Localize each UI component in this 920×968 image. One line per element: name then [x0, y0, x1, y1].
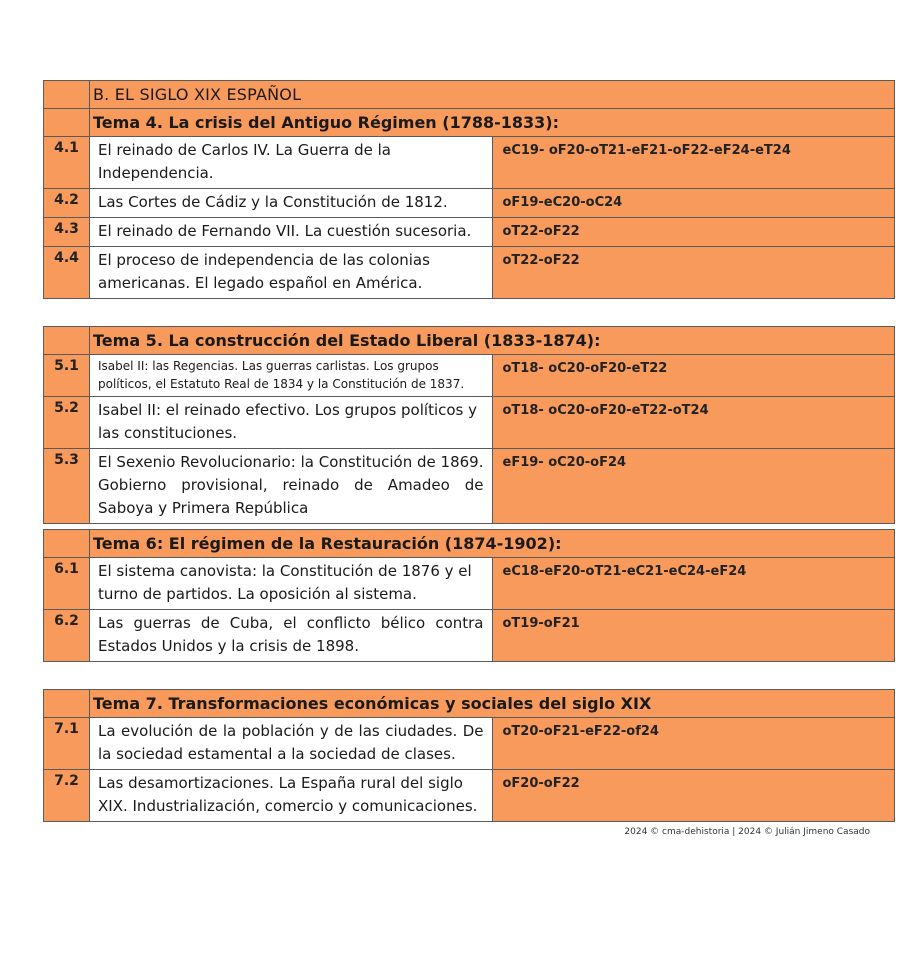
row-number: 6.2 — [44, 610, 90, 662]
table-row — [44, 610, 895, 662]
tema-header-row — [44, 109, 895, 137]
tema-title: Tema 6: El régimen de la Restauración (1874-1902): — [90, 530, 895, 558]
row-description: Isabel II: el reinado efectivo. Los grupos políticos y las constituciones. — [90, 397, 493, 449]
row-codes: oF19-eC20-oC24 — [492, 189, 895, 218]
row-number: 5.1 — [44, 355, 90, 397]
tema6-table — [43, 529, 895, 662]
row-codes: eF19- oC20-oF24 — [492, 449, 895, 524]
footer-credits: 2024 © cma-dehistoria | 2024 © Julián Jimeno Casado — [624, 827, 870, 837]
row-description: El Sexenio Revolucionario: la Constitución de 1869. Gobierno provisional, reinado de Amadeo de Saboya y Primera República — [90, 449, 493, 524]
tema-header-row — [44, 327, 895, 355]
table-row — [44, 355, 895, 397]
row-description: La evolución de la población y de las ciudades. De la sociedad estamental a la sociedad de clases. — [90, 718, 493, 770]
row-description: El reinado de Carlos IV. La Guerra de la Independencia. — [90, 137, 493, 189]
row-description: Las guerras de Cuba, el conflicto bélico contra Estados Unidos y la crisis de 1898. — [90, 610, 493, 662]
row-number: 5.3 — [44, 449, 90, 524]
tema4-table — [43, 80, 895, 299]
table-row — [44, 449, 895, 524]
row-description: El reinado de Fernando VII. La cuestión sucesoria. — [90, 218, 493, 247]
row-number: 4.2 — [44, 189, 90, 218]
section-header-row — [44, 81, 895, 109]
row-number: 4.4 — [44, 247, 90, 299]
table-row — [44, 718, 895, 770]
tema-title: Tema 4. La crisis del Antiguo Régimen (1788-1833): — [90, 109, 895, 137]
row-codes: oT18- oC20-oF20-eT22 — [492, 355, 895, 397]
table-row — [44, 189, 895, 218]
tema-title: Tema 5. La construcción del Estado Liberal (1833-1874): — [90, 327, 895, 355]
table-row — [44, 397, 895, 449]
row-number: 4.3 — [44, 218, 90, 247]
row-codes: oT20-oF21-eF22-of24 — [492, 718, 895, 770]
row-number: 4.1 — [44, 137, 90, 189]
row-codes: oT19-oF21 — [492, 610, 895, 662]
tema5-table — [43, 326, 895, 524]
row-description: El sistema canovista: la Constitución de 1876 y el turno de partidos. La oposición al sistema. — [90, 558, 493, 610]
table-row — [44, 770, 895, 822]
row-number: 5.2 — [44, 397, 90, 449]
table-row — [44, 137, 895, 189]
tema7-table — [43, 689, 895, 822]
row-codes: oT22-oF22 — [492, 218, 895, 247]
tema-header-row — [44, 530, 895, 558]
row-codes: oF20-oF22 — [492, 770, 895, 822]
row-number: 6.1 — [44, 558, 90, 610]
row-codes: eC18-eF20-oT21-eC21-eC24-eF24 — [492, 558, 895, 610]
row-description: Las Cortes de Cádiz y la Constitución de 1812. — [90, 189, 493, 218]
table-row — [44, 218, 895, 247]
row-description: Las desamortizaciones. La España rural del siglo XIX. Industrialización, comercio y comunicaciones. — [90, 770, 493, 822]
section-title: B. EL SIGLO XIX ESPAÑOL — [90, 81, 895, 109]
tema-header-row — [44, 690, 895, 718]
row-codes: oT18- oC20-oF20-eT22-oT24 — [492, 397, 895, 449]
tema-title: Tema 7. Transformaciones económicas y sociales del siglo XIX — [90, 690, 895, 718]
table-row — [44, 247, 895, 299]
row-description: El proceso de independencia de las colonias americanas. El legado español en América. — [90, 247, 493, 299]
row-number: 7.2 — [44, 770, 90, 822]
table-row — [44, 558, 895, 610]
row-number: 7.1 — [44, 718, 90, 770]
row-description: Isabel II: las Regencias. Las guerras carlistas. Los grupos políticos, el Estatuto Real de 1834 y la Constitución de 1837. — [90, 355, 493, 397]
row-codes: eC19- oF20-oT21-eF21-oF22-eF24-eT24 — [492, 137, 895, 189]
row-codes: oT22-oF22 — [492, 247, 895, 299]
